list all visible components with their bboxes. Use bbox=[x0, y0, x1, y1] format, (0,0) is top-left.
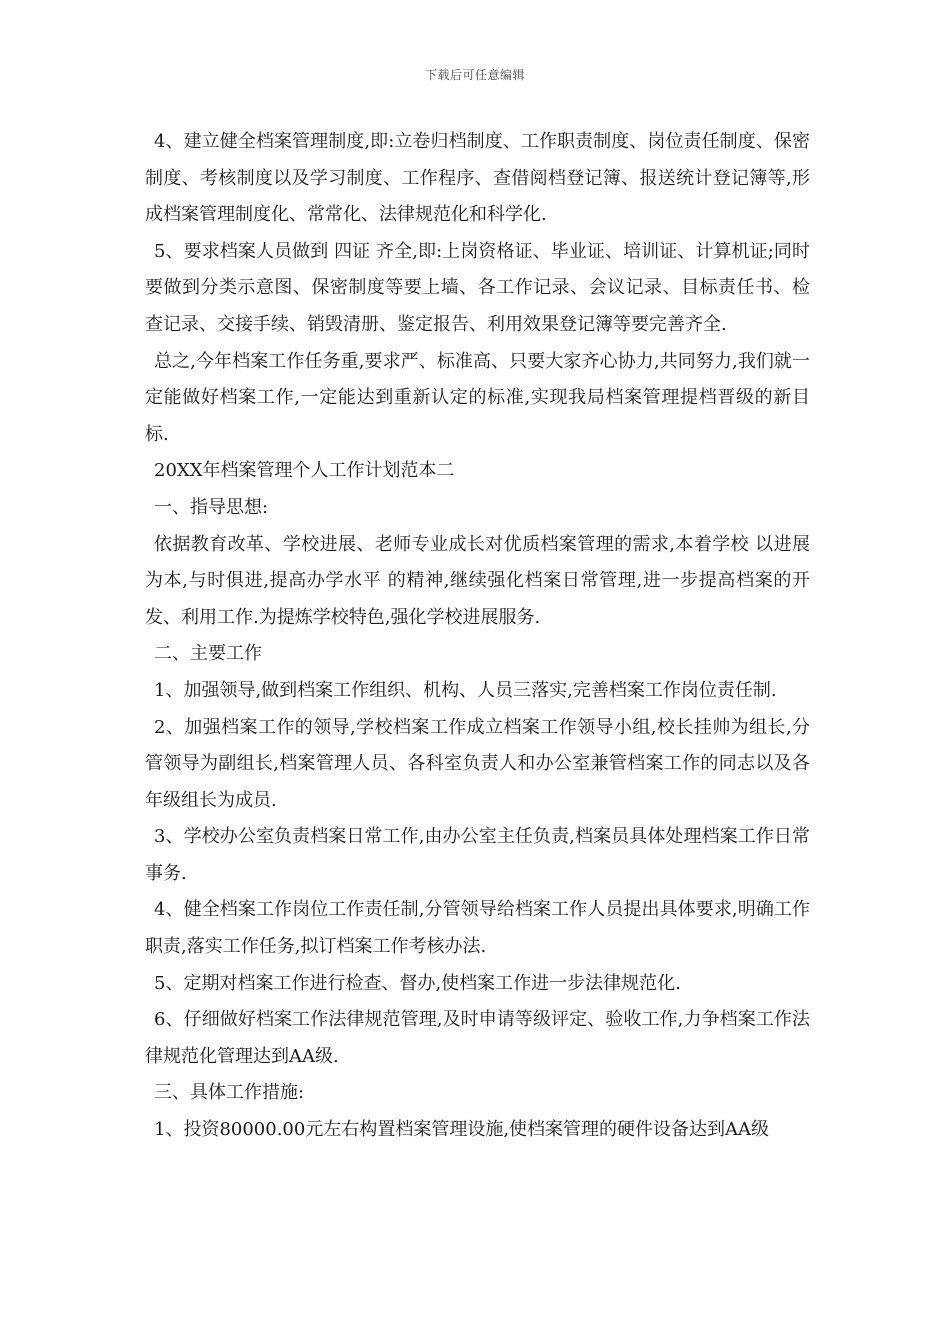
paragraph-guiding-ideology: 依据教育改革、学校进展、老师专业成长对优质档案管理的需求,本着学校 以进展为本,与时俱进,提高办学水平 的精神,继续强化档案日常管理,进一步提高档案的开发、利用工作.为提炼学校特色,强化学校进展服务. bbox=[145, 533, 810, 628]
paragraph-summary: 总之,今年档案工作任务重,要求严、标准高、只要大家齐心协力,共同努力,我们就一定能做好档案工作,一定能达到重新认定的标准,实现我局档案管理提档晋级的新目标. bbox=[145, 350, 810, 445]
paragraph-item-5-certificates: 5、要求档案人员做到 四证 齐全,即:上岗资格证、毕业证、培训证、计算机证;同时要做到分类示意图、保密制度等要上墙、各工作记录、会议记录、目标责任书、检查记录、交接手续、销毁清册、鉴定报告、利用效果登记簿等要完善齐全. bbox=[145, 240, 810, 335]
paragraph-item-4-system: 4、建立健全档案管理制度,即:立卷归档制度、工作职责制度、岗位责任制度、保密制度、考核制度以及学习制度、工作程序、查借阅档登记簿、报送统计登记簿等,形成档案管理制度化、常常化、法律规范化和科学化. bbox=[145, 131, 810, 226]
paragraph-main-work-3: 3、学校办公室负责档案日常工作,由办公室主任负责,档案员具体处理档案工作日常事务. bbox=[145, 826, 810, 884]
paragraph-main-work-5: 5、定期对档案工作进行检查、督办,使档案工作进一步法律规范化. bbox=[154, 972, 681, 994]
paragraph-main-work-1: 1、加强领导,做到档案工作组织、机构、人员三落实,完善档案工作岗位责任制. bbox=[154, 679, 777, 701]
paragraph-main-work-6: 6、仔细做好档案工作法律规范管理,及时申请等级评定、验收工作,力争档案工作法律规范化管理达到AA级. bbox=[145, 1009, 810, 1067]
heading-specific-measures: 三、具体工作措施: bbox=[154, 1082, 305, 1104]
heading-main-work: 二、主要工作 bbox=[154, 643, 262, 665]
paragraph-measure-1: 1、投资80000.00元左右构置档案管理设施,使档案管理的硬件设备达到AA级 bbox=[154, 1119, 770, 1141]
paragraph-main-work-2: 2、加强档案工作的领导,学校档案工作成立档案工作领导小组,校长挂帅为组长,分管领导为副组长,档案管理人员、各科室负责人和办公室兼管档案工作的同志以及各年级组长为成员. bbox=[145, 716, 810, 811]
document-body bbox=[145, 124, 810, 1149]
header-note: 下载后可任意编辑 bbox=[424, 68, 525, 82]
section-title-plan-two: 20XX年档案管理个人工作计划范本二 bbox=[154, 460, 455, 482]
paragraph-main-work-4: 4、健全档案工作岗位工作责任制,分管领导给档案工作人员提出具体要求,明确工作职责,落实工作任务,拟订档案工作考核办法. bbox=[145, 899, 810, 958]
heading-guiding-ideology: 一、指导思想: bbox=[154, 496, 269, 518]
